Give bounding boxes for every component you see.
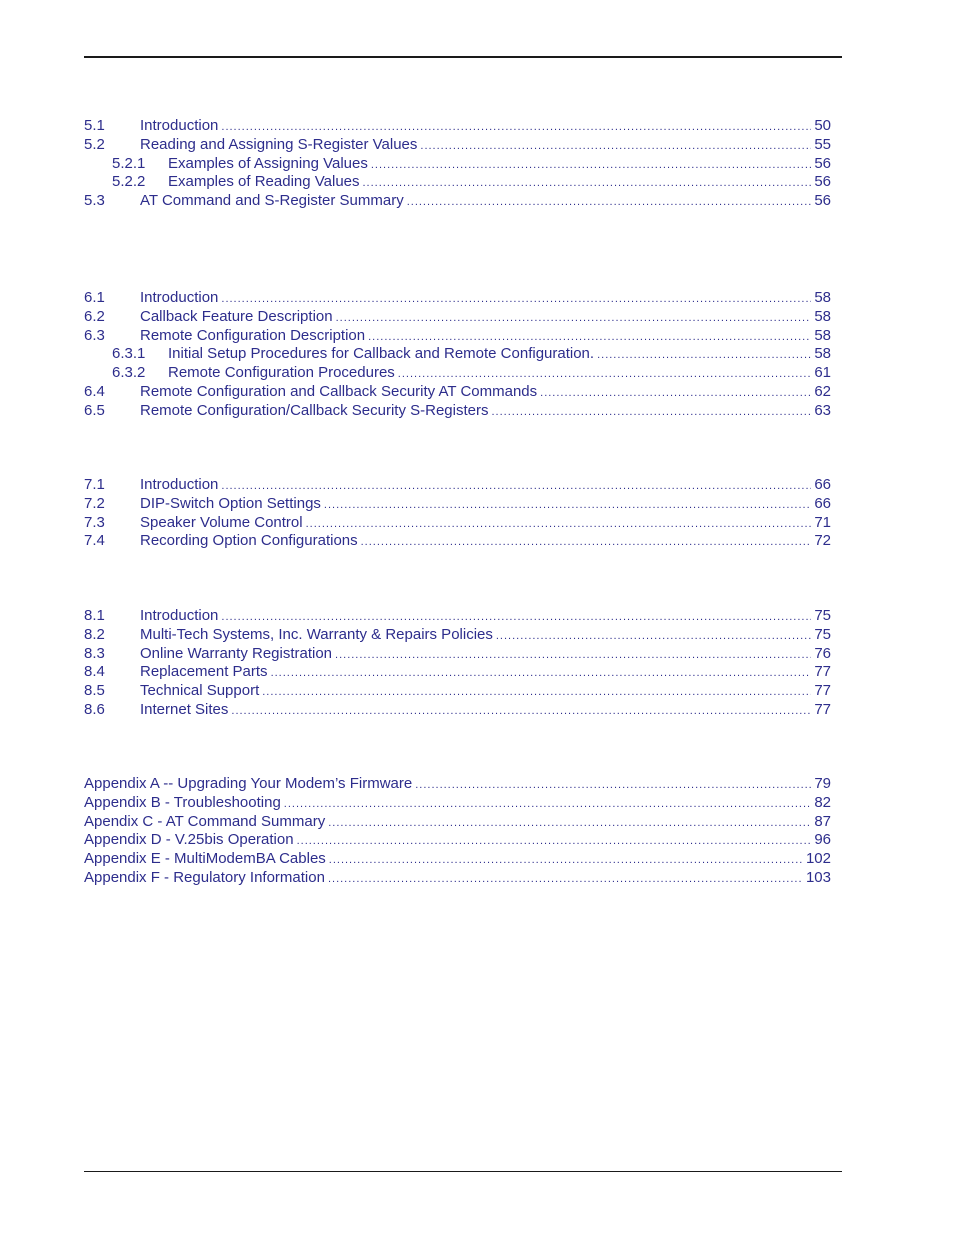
toc-entry[interactable] (84, 307, 831, 326)
toc-entry[interactable] (84, 116, 831, 135)
toc-entry[interactable] (84, 475, 831, 494)
toc-entry[interactable] (84, 830, 831, 849)
toc-dot-leader (361, 533, 812, 552)
footer-rule (84, 1171, 842, 1172)
toc-entry-title[interactable]: Reading and Assigning S-Register Values (140, 135, 418, 153)
toc-entry-number: 8.5 (84, 682, 105, 699)
toc-entry-number: 6.5 (84, 401, 105, 419)
toc-entry-title[interactable]: Recording Option Configurations (140, 532, 358, 550)
toc-entry-page[interactable]: 77 (814, 682, 831, 699)
toc-entry-number: 6.4 (84, 382, 105, 400)
toc-entry-page[interactable]: 102 (805, 850, 831, 867)
toc-entry-title[interactable]: Appendix F - Regulatory Information (84, 868, 325, 886)
toc-entry-page[interactable]: 66 (814, 494, 831, 512)
toc-entry-title[interactable]: Remote Configuration/Callback Security S-Registers (140, 401, 489, 419)
toc-entry[interactable] (84, 849, 831, 868)
toc-entry[interactable] (84, 494, 831, 513)
toc-dot-leader (407, 193, 812, 212)
toc-entry-title[interactable]: DIP-Switch Option Settings (140, 494, 321, 512)
toc-entry[interactable] (84, 625, 831, 644)
toc-entry-title[interactable]: Examples of Reading Values (168, 173, 360, 191)
toc-entry-page[interactable]: 75 (814, 625, 831, 643)
toc-entry-title[interactable]: Appendix A -- Upgrading Your Modem’s Firmware (84, 775, 413, 792)
toc-entry-page[interactable]: 58 (814, 307, 831, 325)
toc-entry-number: 8.1 (84, 607, 105, 624)
toc-entry-page[interactable]: 58 (814, 345, 831, 363)
toc-entry[interactable] (84, 531, 831, 550)
toc-entry-page[interactable]: 58 (814, 289, 831, 306)
toc-entry-page[interactable]: 103 (805, 868, 831, 886)
toc-entry-number: 7.3 (84, 513, 105, 531)
toc-entry-page[interactable]: 56 (814, 154, 831, 172)
toc-entry-number: 7.2 (84, 494, 105, 512)
toc-entry-title[interactable]: Initial Setup Procedures for Callback and Remote Configuration. (168, 345, 595, 363)
toc-entry-page[interactable]: 50 (814, 117, 831, 134)
toc-entry[interactable] (84, 363, 831, 382)
toc-entry-title[interactable]: Callback Feature Description (140, 307, 333, 325)
toc-entry-page[interactable]: 77 (814, 663, 831, 681)
toc-entry[interactable] (84, 513, 831, 532)
toc-entry-number: 6.1 (84, 289, 105, 306)
toc-dot-leader (328, 870, 803, 889)
toc-entry[interactable] (84, 326, 831, 345)
toc-entry[interactable] (84, 793, 831, 812)
toc-entry-title[interactable]: Apendix C - AT Command Summary (84, 812, 326, 830)
toc-entry-page[interactable]: 72 (814, 532, 831, 550)
toc-entry-title[interactable]: Appendix B - Troubleshooting (84, 793, 281, 811)
toc-entry-title[interactable]: Introduction (140, 289, 219, 306)
toc-entry[interactable] (84, 154, 831, 173)
toc-entry-page[interactable]: 55 (814, 135, 831, 153)
toc-entry-page[interactable]: 77 (814, 700, 831, 718)
toc-entry-title[interactable]: Remote Configuration Description (140, 326, 366, 344)
toc-entry[interactable] (84, 135, 831, 154)
toc-entry-number: 5.2 (84, 135, 105, 153)
toc-entry-title[interactable]: Appendix D - V.25bis Operation (84, 831, 294, 849)
toc-entry-title[interactable]: Introduction (140, 476, 219, 493)
toc-entry-page[interactable]: 56 (814, 192, 831, 209)
toc-entry-number: 8.3 (84, 644, 105, 662)
toc-entry-page[interactable]: 82 (814, 793, 831, 811)
toc-entry[interactable] (84, 868, 831, 887)
toc-entry[interactable] (84, 644, 831, 663)
toc-entry-page[interactable]: 71 (814, 513, 831, 531)
toc-entry-title[interactable]: Introduction (140, 607, 219, 624)
toc-entry-number: 7.1 (84, 476, 105, 493)
toc-entry-number: 8.2 (84, 625, 105, 643)
toc-entry-number: 5.2.1 (112, 154, 146, 172)
toc-entry-number: 5.3 (84, 192, 105, 209)
toc-entry-title[interactable]: Internet Sites (140, 700, 229, 718)
toc-entry-title[interactable]: Multi-Tech Systems, Inc. Warranty & Repairs Policies (140, 625, 493, 643)
toc-entry-number: 6.3.1 (112, 345, 146, 363)
toc-entry-number: 8.4 (84, 663, 105, 681)
toc-entry-page[interactable]: 61 (814, 364, 831, 381)
toc-entry-page[interactable]: 79 (814, 775, 831, 792)
toc-entry-number: 5.2.2 (112, 173, 146, 191)
toc-entry-title[interactable]: Introduction (140, 117, 219, 134)
toc-entry-title[interactable]: Appendix E - MultiModemBA Cables (84, 850, 326, 867)
toc-entry[interactable] (84, 191, 831, 210)
toc-entry-page[interactable]: 76 (814, 644, 831, 662)
toc-entry-number: 6.3 (84, 326, 105, 344)
toc-entry[interactable] (84, 288, 831, 307)
toc-entry[interactable] (84, 344, 831, 363)
toc-entry-page[interactable]: 96 (814, 831, 831, 849)
toc-entry-page[interactable]: 66 (814, 476, 831, 493)
toc-entry[interactable] (84, 606, 831, 625)
toc-entry-title[interactable]: Remote Configuration and Callback Security AT Commands (140, 382, 538, 400)
toc-entry-title[interactable]: AT Command and S-Register Summary (140, 192, 404, 209)
toc-entry[interactable] (84, 700, 831, 719)
toc-entry[interactable] (84, 401, 831, 420)
toc-entry[interactable] (84, 812, 831, 831)
toc-entry-title[interactable]: Technical Support (140, 682, 260, 699)
toc-entry-page[interactable]: 62 (814, 382, 831, 400)
toc-entry-page[interactable]: 63 (814, 401, 831, 419)
toc-entry-page[interactable]: 58 (814, 326, 831, 344)
toc-entry[interactable] (84, 774, 831, 793)
toc-entry-title[interactable]: Speaker Volume Control (140, 513, 303, 531)
header-rule (84, 56, 842, 58)
toc-entry[interactable] (84, 681, 831, 700)
toc-entry-number: 7.4 (84, 532, 105, 550)
toc-entry-number: 6.2 (84, 307, 105, 325)
toc-entry-page[interactable]: 56 (814, 173, 831, 191)
toc-entry[interactable] (84, 382, 831, 401)
toc-entry-page[interactable]: 87 (814, 812, 831, 830)
toc-entry[interactable] (84, 662, 831, 681)
toc-entry[interactable] (84, 172, 831, 191)
toc-entry-number: 8.6 (84, 700, 105, 718)
toc-entry-page[interactable]: 75 (814, 607, 831, 624)
toc-dot-leader (491, 403, 811, 422)
toc-entry-number: 6.3.2 (112, 364, 146, 381)
toc-entry-title[interactable]: Replacement Parts (140, 663, 268, 681)
toc-entry-title[interactable]: Online Warranty Registration (140, 644, 333, 662)
toc-entry-title[interactable]: Examples of Assigning Values (168, 154, 368, 172)
toc-entry-number: 5.1 (84, 117, 105, 134)
toc-dot-leader (231, 702, 811, 721)
toc-entry-title[interactable]: Remote Configuration Procedures (168, 364, 395, 381)
